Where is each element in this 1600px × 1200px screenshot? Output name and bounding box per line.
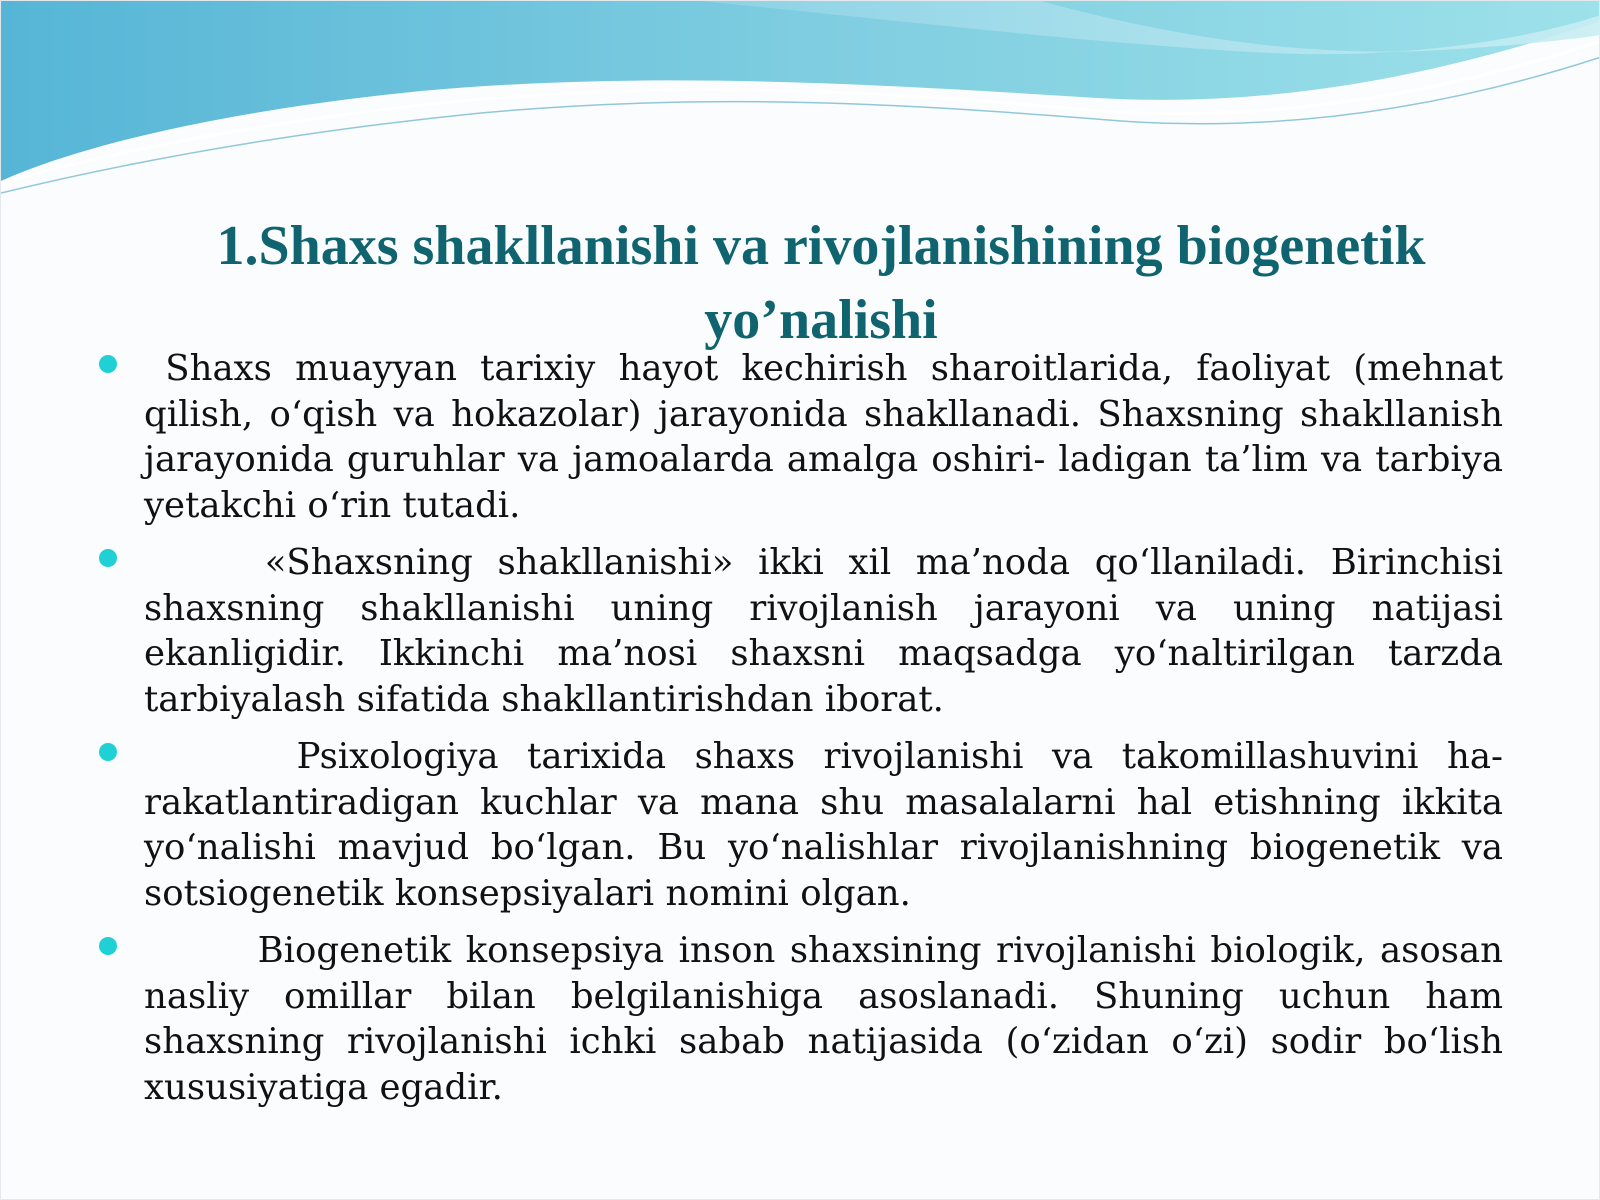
bullet-text: Psixologiya tarixida shaxs rivojlanishi va takomillashuvini ha- rakatlantiradigan kuchlar va mana shu masalalarni hal etishning ikkita yo‘nalishi mavjud bo‘lgan. Bu yo‘nalishlar rivojlanishning biogenetik va sotsiogenetik konsepsiyalari nomini olgan. xyxy=(144,736,1503,914)
bullet-item xyxy=(99,734,1503,916)
bullet-text: «Shaxsning shakllanishi» ikki xil ma’noda qo‘llaniladi. Birinchisi shaxsning shakllanishi uning rivojlanish jarayoni va uning natijasi ekanligidir. Ikkinchi ma’nosi shaxsni maqsadga yo‘naltirilgan tarzda tarbiyalash sifatida shakllantirishdan iborat. xyxy=(144,542,1503,720)
bullet-text: Shaxs muayyan tarixiy hayot kechirish sharoitlarida, faoliyat (mehnat qilish, o‘qish va hokazolar) jarayonida shakllanadi. Shaxsning shakllanish jarayonida guruhlar va jamoalarda amalga oshiri- ladigan ta’lim va tarbiya yetakchi o‘rin tutadi. xyxy=(144,348,1503,526)
bullet-dot-icon xyxy=(99,937,117,955)
wave-decoration-icon xyxy=(1,1,1600,201)
bullet-dot-icon xyxy=(99,355,117,373)
slide-title: 1.Shaxs shakllanishi va rivojlanishining biogenetik yo’nalishi xyxy=(216,215,1426,351)
bullet-text: Biogenetik konsepsiya inson shaxsining rivojlanishi biologik, asosan nasliy omillar bilan belgilanishiga asoslanadi. Shuning uchun ham shaxsning rivojlanishi ichki sabab natijasida (o‘zidan o‘zi) sodir bo‘lish xususiyatiga egadir. xyxy=(144,930,1503,1108)
bullet-item xyxy=(99,928,1503,1110)
bullet-dot-icon xyxy=(99,549,117,567)
bullet-list xyxy=(99,346,1503,1122)
bullet-item xyxy=(99,540,1503,722)
bullet-item xyxy=(99,346,1503,528)
bullet-dot-icon xyxy=(99,743,117,761)
